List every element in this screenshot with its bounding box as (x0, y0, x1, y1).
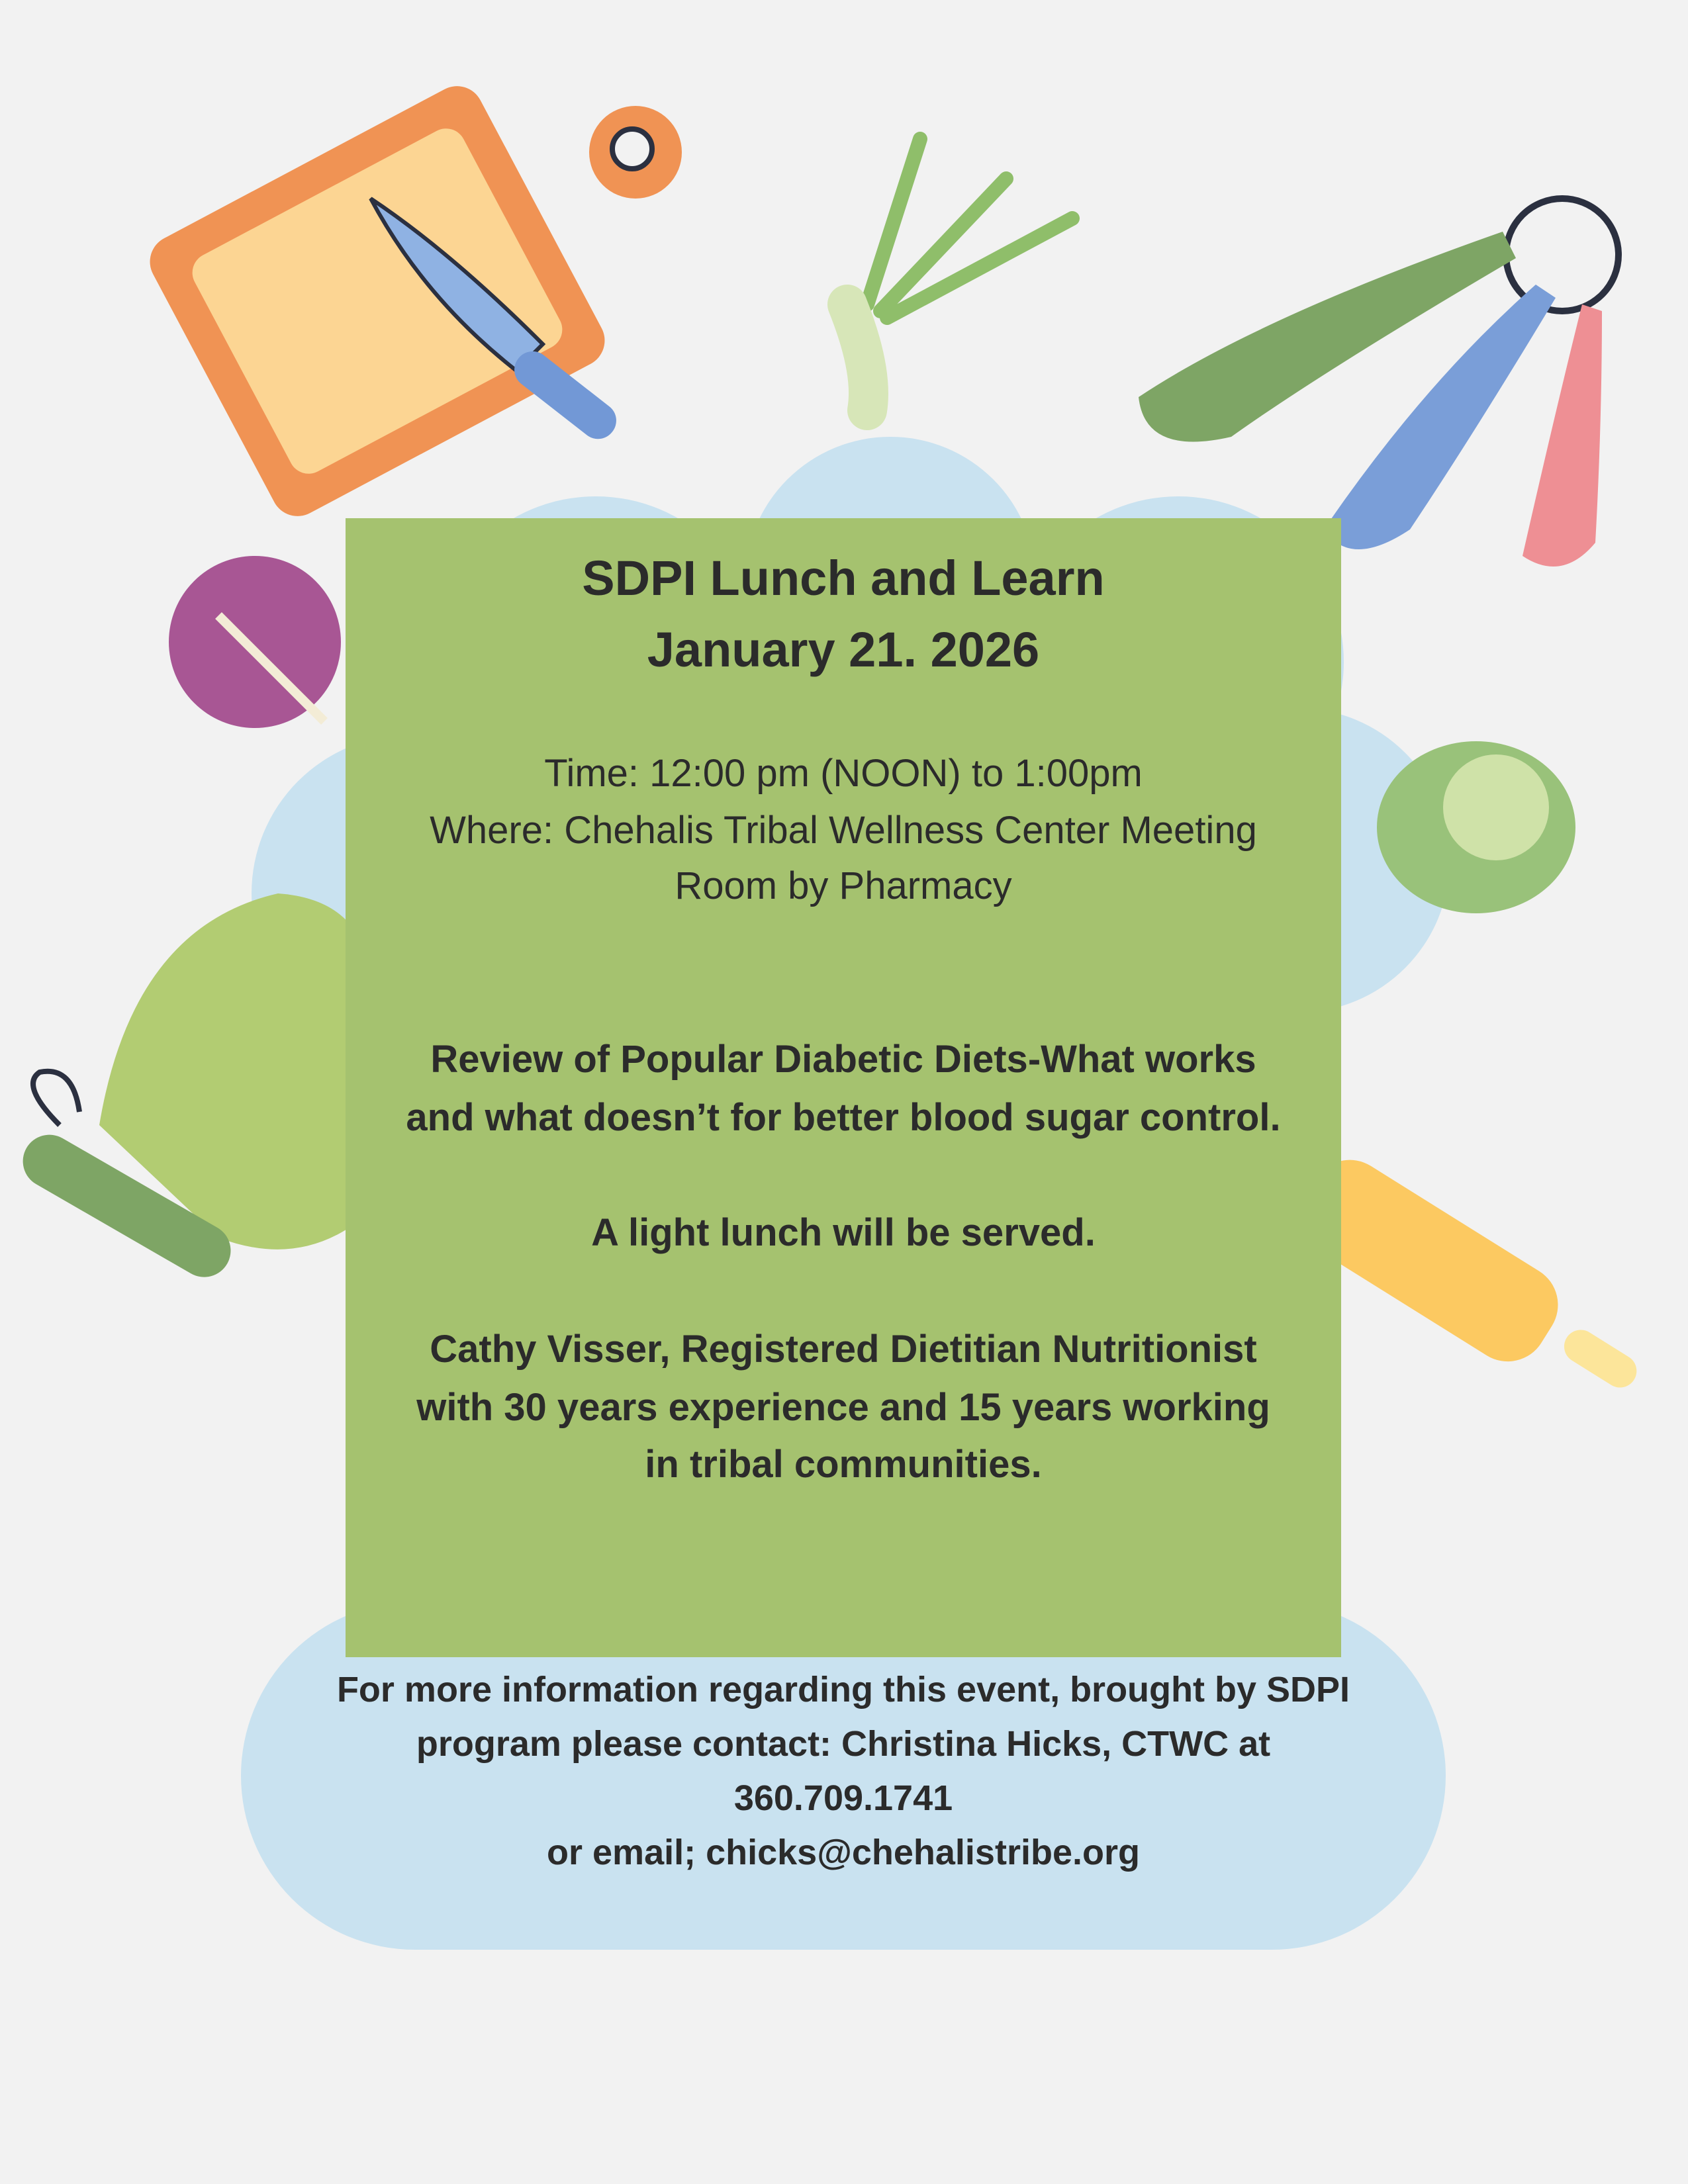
event-details-panel (346, 518, 1341, 1657)
speaker-info: Cathy Visser, Registered Dietitian Nutritionist (430, 1328, 1257, 1371)
event-time: Time: 12:00 pm (NOON) to 1:00pm (544, 752, 1143, 795)
contact-person: program please contact: Christina Hicks, CTWC at (416, 1724, 1271, 1764)
cutting-board-icon (140, 77, 682, 525)
lettuce-icon (1377, 741, 1575, 913)
contact-email: or email; chicks@chehalistribe.org (547, 1833, 1140, 1872)
event-topic: Review of Popular Diabetic Diets-What works (430, 1038, 1256, 1081)
contact-phone: 360.709.1741 (733, 1778, 953, 1818)
speaker-info-cont2: in tribal communities. (645, 1443, 1042, 1486)
contact-info: For more information regarding this event, brought by SDPI (336, 1670, 1350, 1709)
event-location-cont: Room by Pharmacy (675, 864, 1012, 907)
oven-mitt-icon (13, 893, 371, 1287)
green-onion-icon (847, 139, 1072, 410)
event-topic-cont: and what doesn’t for better blood sugar control. (406, 1096, 1281, 1139)
radicchio-icon (169, 556, 341, 728)
lunch-note: A light lunch will be served. (591, 1211, 1096, 1254)
event-location: Where: Chehalis Tribal Wellness Center Meeting (430, 809, 1257, 852)
event-date: January 21. 2026 (647, 622, 1040, 677)
event-title: SDPI Lunch and Learn (582, 551, 1105, 606)
speaker-info-cont: with 30 years experience and 15 years working (416, 1386, 1270, 1429)
